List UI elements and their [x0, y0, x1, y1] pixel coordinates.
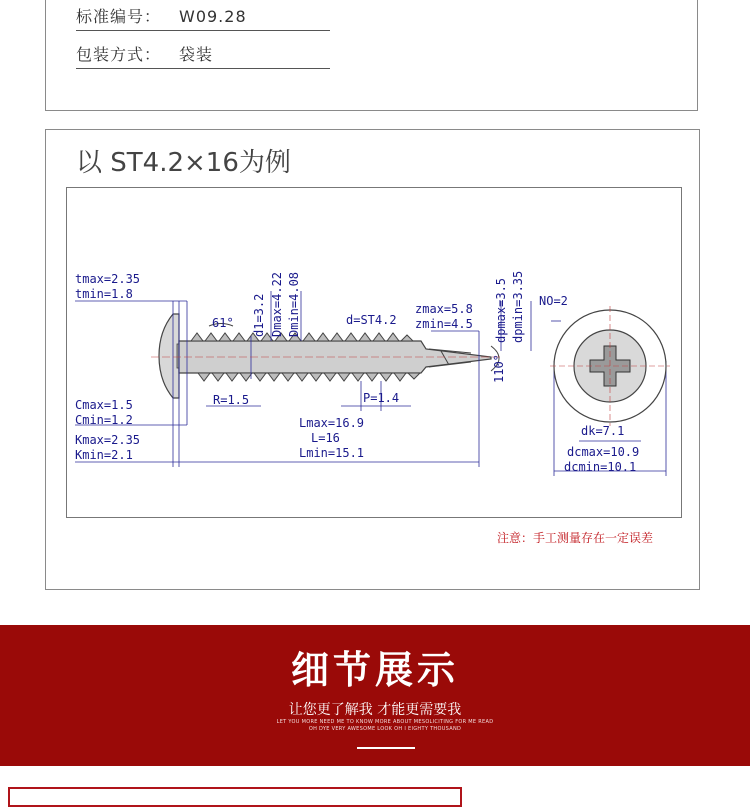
label-dcmax: dcmax=10.9: [567, 445, 640, 459]
detail-banner: [0, 625, 750, 766]
label-dmax: Dmax=4.22: [270, 271, 284, 337]
label-angle-110: 110°: [492, 354, 506, 383]
banner-subtitle: 让您更了解我 才能更需要我: [288, 702, 462, 718]
label-dmin: Dmin=4.08: [287, 271, 301, 337]
next-section-frame: [8, 787, 462, 807]
label-zmin: zmin=4.5: [415, 317, 473, 331]
example-title: 以 ST4.2×16为例: [76, 148, 291, 178]
label-p: P=1.4: [363, 391, 400, 405]
label-angle-61: 61°: [212, 316, 234, 330]
banner-title: 细节展示: [290, 648, 459, 692]
label-dk: dk=7.1: [581, 424, 625, 438]
banner-english-text: [260, 719, 510, 733]
label-tmax: tmax=2.35: [75, 272, 141, 286]
label-kmax: Kmax=2.35: [75, 433, 141, 447]
banner-divider: [357, 747, 415, 749]
standard-number-label: 标准编号：: [76, 7, 162, 26]
screw-drawing-svg: [67, 188, 681, 517]
label-zmax: zmax=5.8: [415, 302, 473, 316]
measurement-note: 注意：手工测量存在一定误差: [497, 531, 654, 545]
label-r: R=1.5: [213, 393, 250, 407]
label-cmax: Cmax=1.5: [75, 398, 133, 412]
label-l: L=16: [311, 431, 340, 445]
label-lmax: Lmax=16.9: [299, 416, 365, 430]
standard-number-value: W09.28: [179, 7, 247, 26]
label-dpmin: dpmin=3.35: [511, 270, 525, 343]
standard-number-row: [76, 4, 330, 31]
label-kmin: Kmin=2.1: [75, 448, 133, 462]
label-dcmin: dcmin=10.1: [564, 460, 637, 474]
banner-english-line-2: OH DYE VERY AWESOME LOOK OH I EIGHTY THOUSAND: [308, 726, 462, 732]
technical-drawing: [66, 187, 682, 518]
label-d1: d1=3.2: [252, 293, 266, 337]
label-tmin: tmin=1.8: [75, 287, 133, 301]
label-dpmax: dpmax=3.5: [494, 277, 508, 343]
label-d: d=ST4.2: [346, 313, 397, 327]
label-lmin: Lmin=15.1: [299, 446, 365, 460]
packaging-value: 袋装: [179, 45, 214, 64]
label-no: NO=2: [539, 294, 568, 308]
banner-english-line-1: LET YOU MORE NEED ME TO KNOW MORE ABOUT MESOLICITING FOR ME READ: [276, 719, 494, 725]
label-cmin: Cmin=1.2: [75, 413, 133, 427]
packaging-row: [76, 42, 330, 69]
screw-head-shape: [159, 314, 179, 398]
packaging-label: 包装方式：: [76, 45, 162, 64]
